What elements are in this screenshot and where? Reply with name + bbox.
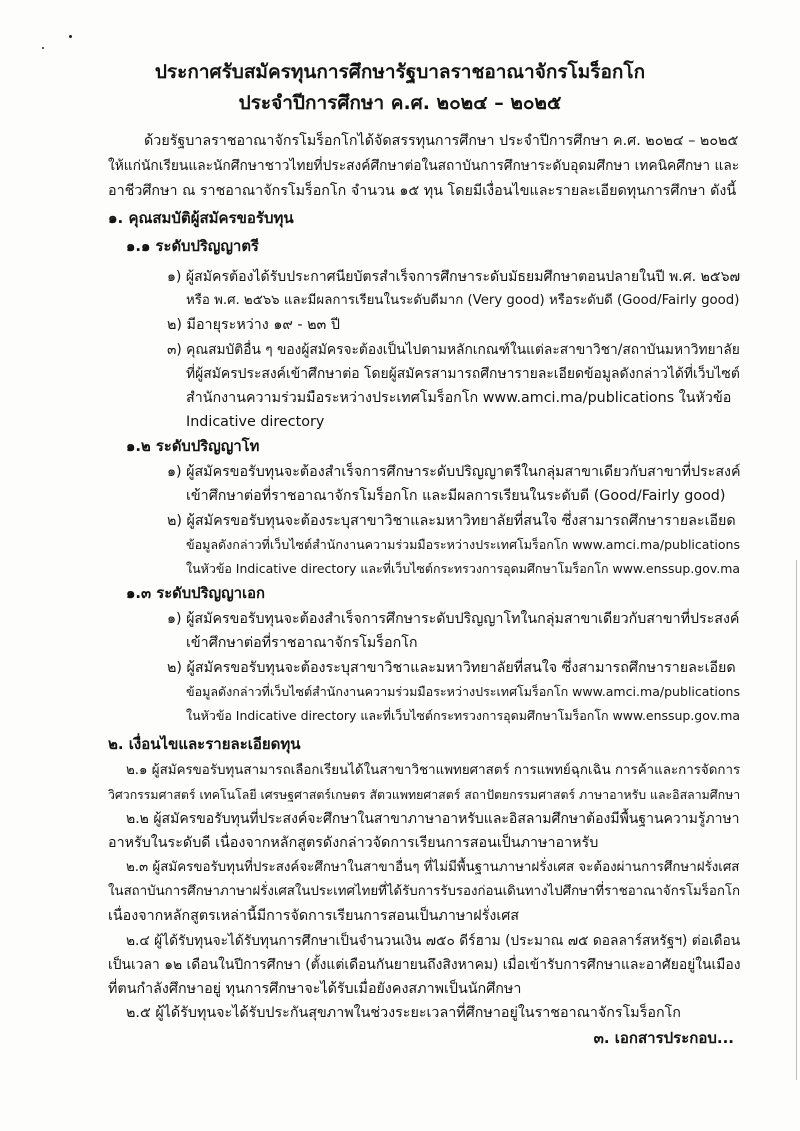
scan-speck [69,35,72,38]
list-item-continuation: ที่ผู้สมัครประสงค์เข้าศึกษาต่อ โดยผู้สมัครสามารถศึกษารายละเอียดข้อมูลดังกล่าวได้ที่เว็บไซต์ [186,366,740,382]
list-item-continuation: เข้าศึกษาต่อที่ราชอาณาจักรโมร็อกโก และมีผลการเรียนในระดับดี (Good/Fairly good) [186,488,726,504]
list-item: ๒) มีอายุระหว่าง ๑๙ - ๒๓ ปี [167,317,340,333]
list-item-continuation: เข้าศึกษาต่อที่ราชอาณาจักรโมร็อกโก [186,635,418,651]
paragraph-line: ๒.๕ ผู้ได้รับทุนจะได้รับประกันสุขภาพในช่วงระยะเวลาที่ศึกษาอยู่ในราชอาณาจักรโมร็อกโก [126,1005,681,1021]
subsection-heading: ๑.๑ ระดับปริญญาตรี [126,238,259,255]
list-item-continuation: ในหัวข้อ Indicative directory และที่เว็บไซต์กระทรวงการอุดมศึกษาโมร็อกโก www.enssup.gov.ma [186,561,740,576]
paragraph-line: ๒.๑ ผู้สมัครขอรับทุนสามารถเลือกเรียนได้ในสาขาวิชาแพทยศาสตร์ การแพทย์ฉุกเฉิน การค้าและการจัดการ [126,763,741,778]
list-item: ๑) ผู้สมัครขอรับทุนจะต้องสำเร็จการศึกษาระดับปริญญาโทในกลุ่มสาขาเดียวกับสาขาที่ประสงค์ [167,611,740,627]
paragraph-line: อาหรับในระดับดี เนื่องจากหลักสูตรดังกล่าวจัดการเรียนการสอนเป็นภาษาอาหรับ [108,835,599,851]
scan-speck [42,47,44,49]
intro-line: ให้แก่นักเรียนและนักศึกษาชาวไทยที่ประสงค์ศึกษาต่อในสถาบันการศึกษาระดับอุดมศึกษา เทคนิคศึกษา และ [108,158,740,174]
paragraph-line: ในสถาบันการศึกษาภาษาฝรั่งเศสในประเทศไทยที่ได้รับการรับรองก่อนเดินทางไปศึกษาที่ราชอาณาจักรโมร็อกโก [108,884,741,899]
list-item-continuation: Indicative directory [186,414,325,430]
list-item: ๒) ผู้สมัครขอรับทุนจะต้องระบุสาขาวิชาและมหาวิทยาลัยที่สนใจ ซึ่งสามารถศึกษารายละเอียด [167,660,736,676]
list-item-continuation: ข้อมูลดังกล่าวที่เว็บไซต์สำนักงานความร่วมมือระหว่างประเทศโมร็อกโก www.amci.ma/publications [186,537,741,552]
paragraph-line: ๒.๔ ผู้ได้รับทุนจะได้รับทุนการศึกษาเป็นจำนวนเงิน ๗๕๐ ดีร์ฮาม (ประมาณ ๗๕ ดอลลาร์สหรัฐฯ) ต่อเดือน [126,933,741,949]
paragraph-line: วิศวกรรมศาสตร์ เทคโนโลยี เศรษฐศาสตร์เกษตร สัตวแพทยศาสตร์ สถาปัตยกรรมศาสตร์ ภาษาอาหรับ และอิสลามศึกษา [108,788,741,802]
document-subtitle: ประจำปีการศึกษา ค.ศ. ๒๐๒๔ – ๒๐๒๕ [238,92,562,114]
list-item-continuation: ข้อมูลดังกล่าวที่เว็บไซต์สำนักงานความร่วมมือระหว่างประเทศโมร็อกโก www.amci.ma/publications [186,684,741,699]
paragraph-line: เป็นเวลา ๑๒ เดือนในปีการศึกษา (ตั้งแต่เดือนกันยายนถึงสิงหาคม) เมื่อเข้ารับการศึกษาและอาศัยอยู่ในเมือง [108,957,741,973]
document-title: ประกาศรับสมัครทุนการศึกษารัฐบาลราชอาณาจักรโมร็อกโก [154,61,646,83]
paragraph-line: เนื่องจากหลักสูตรเหล่านี้มีการจัดการเรียนการสอนเป็นภาษาฝรั่งเศส [108,908,520,924]
list-item: ๓) คุณสมบัติอื่น ๆ ของผู้สมัครจะต้องเป็นไปตามหลักเกณฑ์ในแต่ละสาขาวิชา/สถาบันมหาวิทยาลัย [167,342,740,358]
subsection-heading: ๑.๒ ระดับปริญญาโท [126,438,260,455]
list-item-continuation: ในหัวข้อ Indicative directory และที่เว็บไซต์กระทรวงการอุดมศึกษาโมร็อกโก www.enssup.gov.ma [186,708,740,723]
list-item-continuation: สำนักงานความร่วมมือระหว่างประเทศโมร็อกโก www.amci.ma/publications ในหัวข้อ [186,390,732,406]
list-item: ๑) ผู้สมัครขอรับทุนจะต้องสำเร็จการศึกษาระดับปริญญาตรีในกลุ่มสาขาเดียวกับสาขาที่ประสงค์ [167,464,741,480]
paragraph-line: ๒.๒ ผู้สมัครขอรับทุนที่ประสงค์จะศึกษาในสาขาภาษาอาหรับและอิสลามศึกษาต้องมีพื้นฐานความรู้ภาษา [126,811,740,827]
list-item-continuation: หรือ พ.ศ. ๒๕๖๖ และมีผลการเรียนในระดับดีมาก (Very good) หรือระดับดี (Good/Fairly good) [186,293,740,308]
section-heading: ๒. เงื่อนไขและรายละเอียดทุน [108,735,301,753]
scan-edge-line [796,560,797,1080]
intro-line: อาชีวศึกษา ณ ราชอาณาจักรโมร็อกโก จำนวน ๑๕ ทุน โดยมีเงื่อนไขและรายละเอียดทุนการศึกษา ดังนี้ [108,183,737,199]
section-heading: ๑. คุณสมบัติผู้สมัครขอรับทุน [108,209,294,227]
subsection-heading: ๑.๓ ระดับปริญญาเอก [126,585,265,602]
continuation-note: ๓. เอกสารประกอบ... [593,1029,734,1047]
list-item: ๒) ผู้สมัครขอรับทุนจะต้องระบุสาขาวิชาและมหาวิทยาลัยที่สนใจ ซึ่งสามารถศึกษารายละเอียด [167,513,736,529]
paragraph-line: ๒.๓ ผู้สมัครขอรับทุนที่ประสงค์จะศึกษาในสาขาอื่นๆ ที่ไม่มีพื้นฐานภาษาฝรั่งเศส จะต้องผ่านการศึกษาฝรั่งเศส [126,860,740,875]
intro-line: ด้วยรัฐบาลราชอาณาจักรโมร็อกโกได้จัดสรรทุนการศึกษา ประจำปีการศึกษา ค.ศ. ๒๐๒๔ – ๒๐๒๕ [144,133,739,149]
list-item: ๑) ผู้สมัครต้องได้รับประกาศนียบัตรสำเร็จการศึกษาระดับมัธยมศึกษาตอนปลายในปี พ.ศ. ๒๕๖๗ [167,269,741,285]
paragraph-line: ที่ตนกำลังศึกษาอยู่ ทุนการศึกษาจะได้รับเมื่อยังคงสภาพเป็นนักศึกษา [108,981,522,997]
